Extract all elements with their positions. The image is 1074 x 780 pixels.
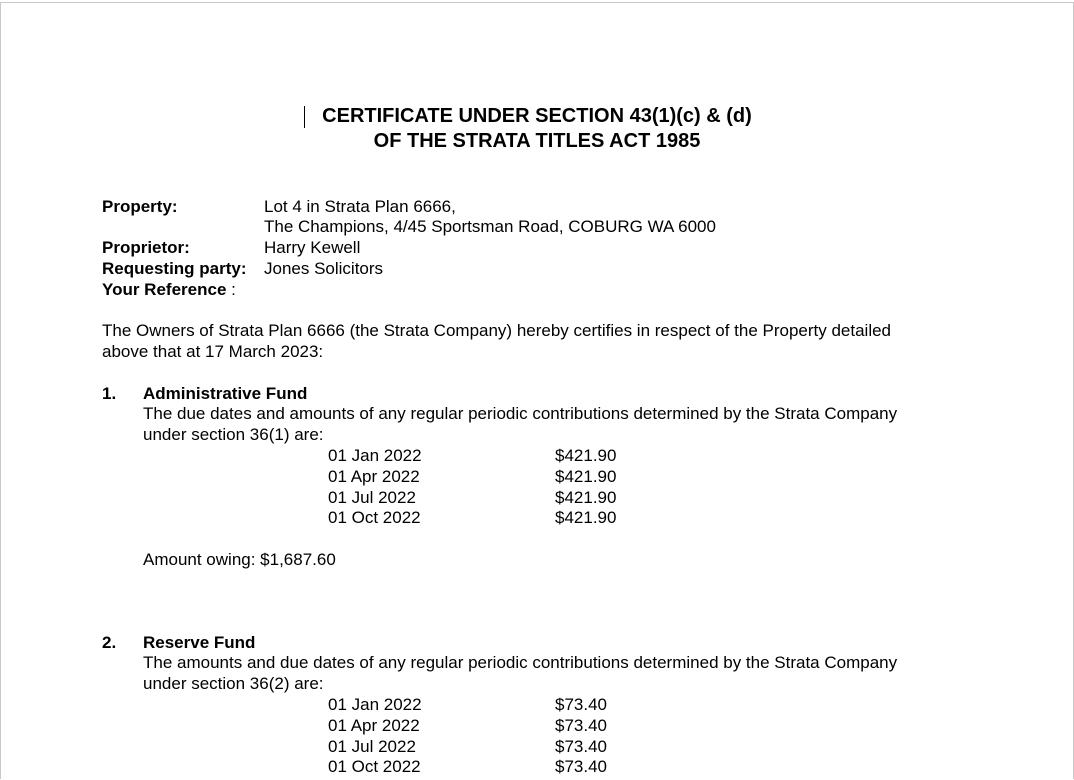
schedule-amount: $421.90 [555,508,617,527]
schedule-amount: $73.40 [555,695,607,714]
schedule-date: 01 Jan 2022 [328,695,422,714]
schedule-amount: $421.90 [555,467,617,486]
schedule-amount: $73.40 [555,737,607,756]
schedule-date: 01 Apr 2022 [328,716,420,735]
property-address-line-1: Lot 4 in Strata Plan 6666, [264,197,456,216]
schedule-date: 01 Apr 2022 [328,467,420,486]
certificate-title-line-2: OF THE STRATA TITLES ACT 1985 [373,130,701,152]
section-1-desc-line-2: under section 36(1) are: [143,425,324,444]
section-1-desc-line-1: The due dates and amounts of any regular periodic contributions determined by the Strata Company [143,404,898,423]
schedule-amount: $73.40 [555,757,607,776]
section-2-number: 2. [102,633,117,652]
your-reference-label: Your Reference : [102,280,236,299]
requesting-party-label: Requesting party: [102,259,247,278]
schedule-amount: $421.90 [555,446,617,465]
property-label: Property: [102,197,178,216]
section-2-desc-line-2: under section 36(2) are: [143,674,324,693]
section-1-heading: Administrative Fund [143,384,308,403]
intro-line-2: above that at 17 March 2023: [102,342,324,361]
certificate-title-line-1: CERTIFICATE UNDER SECTION 43(1)(c) & (d) [322,105,752,127]
proprietor-label: Proprietor: [102,238,190,257]
intro-line-1: The Owners of Strata Plan 6666 (the Strata Company) hereby certifies in respect of the Property detailed [102,321,892,340]
schedule-date: 01 Jul 2022 [328,488,416,507]
section-1-number: 1. [102,384,117,403]
schedule-amount: $421.90 [555,488,617,507]
requesting-party-value: Jones Solicitors [264,259,384,278]
section-2-desc-line-1: The amounts and due dates of any regular periodic contributions determined by the Strata Company [143,653,898,672]
section-2-heading: Reserve Fund [143,633,256,652]
schedule-amount: $73.40 [555,716,607,735]
schedule-date: 01 Oct 2022 [328,757,421,776]
property-address-line-2: The Champions, 4/45 Sportsman Road, COBURG WA 6000 [264,217,716,236]
schedule-date: 01 Jul 2022 [328,737,416,756]
schedule-date: 01 Oct 2022 [328,508,421,527]
proprietor-value: Harry Kewell [264,238,361,257]
schedule-date: 01 Jan 2022 [328,446,422,465]
amount-owing: Amount owing: $1,687.60 [143,550,336,569]
